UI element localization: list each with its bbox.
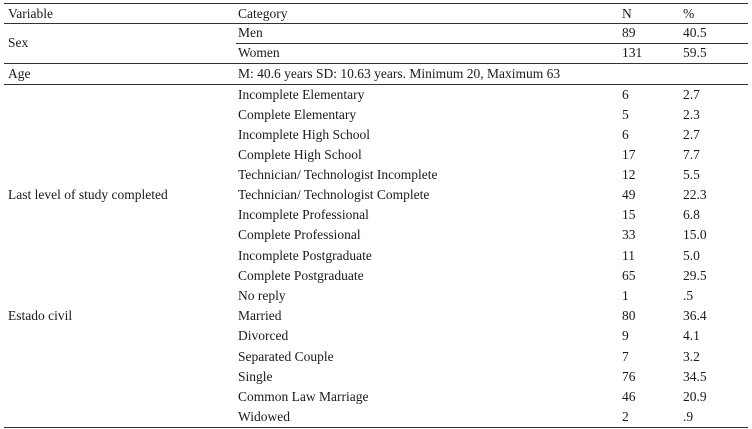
study-n: 33: [622, 227, 636, 242]
civil-category: Single: [238, 369, 273, 384]
civil-n: 2: [622, 409, 629, 424]
study-category: Incomplete Postgraduate: [238, 248, 372, 263]
study-n: 65: [622, 268, 636, 283]
study-category: Incomplete Elementary: [238, 87, 365, 102]
study-n: 49: [622, 187, 636, 202]
civil-category: Common Law Marriage: [238, 389, 369, 404]
study-pct: 2.3: [683, 107, 700, 122]
civil-pct: 3.2: [683, 349, 700, 364]
sex-category: Women: [238, 45, 280, 60]
sex-label: Sex: [8, 35, 29, 50]
civil-n: 7: [622, 349, 629, 364]
study-pct: 15.0: [683, 227, 707, 242]
sex-inner-rule: [236, 43, 748, 44]
study-category: Technician/ Technologist Complete: [238, 187, 430, 202]
study-pct: 22.3: [683, 187, 707, 202]
study-category: Complete Elementary: [238, 107, 357, 122]
study-category: No reply: [238, 288, 286, 303]
header-pct: %: [683, 6, 695, 21]
study-n: 17: [622, 147, 636, 162]
sex-rule: [4, 63, 748, 64]
study-pct: 29.5: [683, 268, 707, 283]
civil-pct: 36.4: [683, 308, 707, 323]
civil-category: Separated Couple: [238, 349, 334, 364]
study-n: 6: [622, 127, 629, 142]
study-category: Complete High School: [238, 147, 362, 162]
study-n: 5: [622, 107, 629, 122]
header-category: Category: [238, 6, 288, 21]
header-rule: [4, 23, 748, 24]
study-n: 6: [622, 87, 629, 102]
civil-pct: 20.9: [683, 389, 707, 404]
study-category: Incomplete High School: [238, 127, 370, 142]
study-category: Complete Professional: [238, 227, 361, 242]
study-pct: 7.7: [683, 147, 700, 162]
civil-pct: .9: [683, 409, 694, 424]
age-summary: M: 40.6 years SD: 10.63 years. Minimum 20, Maximum 63: [238, 66, 561, 81]
sex-n: 131: [622, 45, 643, 60]
header-variable: Variable: [8, 6, 53, 21]
study-pct: 6.8: [683, 207, 700, 222]
sex-pct: 59.5: [683, 45, 707, 60]
sex-pct: 40.5: [683, 25, 707, 40]
study-pct: 5.5: [683, 167, 700, 182]
study-pct: 2.7: [683, 87, 700, 102]
civil-n: 46: [622, 389, 636, 404]
study-pct: .5: [683, 288, 694, 303]
study-n: 12: [622, 167, 636, 182]
age-rule: [4, 84, 748, 85]
civil-pct: 34.5: [683, 369, 707, 384]
study-n: 15: [622, 207, 636, 222]
study-pct: 2.7: [683, 127, 700, 142]
header-n: N: [622, 6, 632, 21]
age-label: Age: [8, 66, 31, 81]
study-n: 11: [622, 248, 635, 263]
study-pct: 5.0: [683, 248, 700, 263]
civil-label: Estado civil: [8, 308, 73, 323]
study-label: Last level of study completed: [8, 187, 168, 202]
bottom-rule: [4, 427, 748, 428]
sex-category: Men: [238, 25, 263, 40]
sex-n: 89: [622, 25, 636, 40]
civil-n: 80: [622, 308, 636, 323]
study-category: Technician/ Technologist Incomplete: [238, 167, 438, 182]
civil-category: Married: [238, 308, 282, 323]
civil-category: Divorced: [238, 328, 289, 343]
study-category: Complete Postgraduate: [238, 268, 364, 283]
civil-category: Widowed: [238, 409, 290, 424]
top-rule: [4, 3, 748, 4]
civil-n: 76: [622, 369, 636, 384]
civil-pct: 4.1: [683, 328, 700, 343]
study-category: Incomplete Professional: [238, 207, 369, 222]
civil-n: 9: [622, 328, 629, 343]
study-n: 1: [622, 288, 629, 303]
